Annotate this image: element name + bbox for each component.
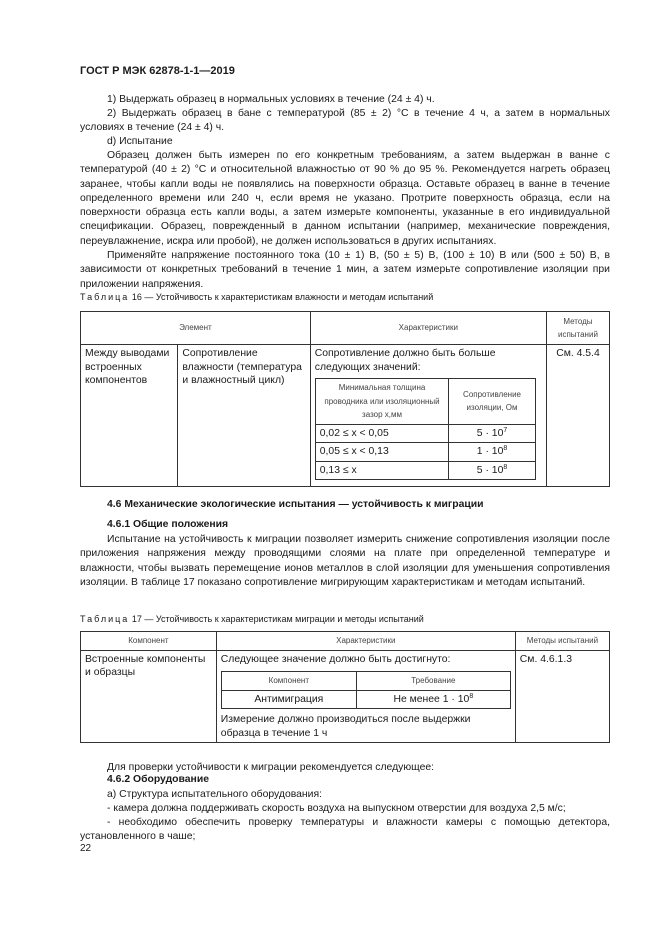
paragraph: Для проверки устойчивости к миграции рекомендуется следующее: bbox=[107, 762, 435, 773]
paragraph: 2) Выдержать образец в бане с температурой (85 ± 2) °С в течение 4 ч, а затем в нормальных условиях в течение (24 ± 4) ч. bbox=[80, 108, 610, 134]
page-number: 22 bbox=[80, 843, 92, 854]
paragraph: d) Испытание bbox=[107, 136, 173, 147]
table-caption: Таблица 16 — Устойчивость к характеристикам влажности и методам испытаний bbox=[80, 292, 434, 302]
section-heading: 4.6.2 Оборудование bbox=[107, 774, 209, 785]
doc-header: ГОСТ Р МЭК 62878-1-1—2019 bbox=[80, 65, 235, 77]
section-heading: 4.6 Механические экологические испытания — устойчивость к миграции bbox=[107, 499, 484, 510]
table-17: Компонент Характеристики Методы испытаний Встроенные компоненты и образцы Следующее значение должно быть достигнуто: Компонент Требование Антимиграция Не менее $1 \cdot 10^8$ Измерение должно производиться после выдержки образца в течение 1 ч См. 4.6.1.3 bbox=[80, 631, 610, 743]
inner-table-17: Компонент Требование Антимиграция Не менее $1 \cdot 10^8$ bbox=[221, 671, 511, 709]
paragraph: Образец должен быть измерен по его конкретным требованиям, а затем выдержан в ванне с температурой (40 ± 2) °С и относительной влажностью от 90 % до 95 %. Рекомендуется нагреть образец заранее, чтобы капли воды не появлялись на поверхности образца. Оставьте образец в ванне в течение определенного времени или 240 ч, если время не указано. Протрите поверхность образца, если на поверхности образца есть капли воды, а затем измерьте компоненты, указанные в его индивидуальной спецификации. Образец, поврежденный в данном испытании (например, механические повреждения, переувлажнение, искра или пробой), не должен использоваться в других испытаниях. bbox=[80, 150, 610, 247]
table-16: Элемент Характеристики Методы испытаний Между выводами встроенных компонентов Сопротивление влажности (температура и влажностный цикл) Сопротивление должно быть больше следующих значений: Минимальная толщина проводника или изоляционный зазор x,мм Сопротивление изоляции, Ом 0,02 ≤ x < 0,05 $5 \cdot 10^7$ 0,05 ≤ x < 0,13 $1 \cdot 10^8$ 0,13 ≤ x $5 \cdot 10^8$ См. 4.5.4 bbox=[80, 311, 610, 487]
paragraph: Испытание на устойчивость к миграции позволяет измерить снижение сопротивления изоляции после приложения напряжения между проводящими слоями на плате при определенной температуре и влажности, чтобы вызвать перемещение ионов металлов в слой изоляции для уменьшения сопротивления изоляции. В таблице 17 показано сопротивление мигрирующим характеристикам и методам испытаний. bbox=[80, 534, 610, 588]
paragraph: 1) Выдержать образец в нормальных условиях в течение (24 ± 4) ч. bbox=[107, 94, 435, 105]
paragraph: Применяйте напряжение постоянного тока (10 ± 1) В, (50 ± 5) В, (100 ± 10) В или (500 ± 50) В, в зависимости от конкретных требований в течение 1 мин, а затем измерьте сопротивление изоляции при приложении напряжения. bbox=[80, 250, 610, 290]
paragraph: - необходимо обеспечить проверку температуры и влажности камеры с помощью детектора, установленного в чаше; bbox=[80, 817, 610, 843]
paragraph: а) Структура испытательного оборудования: bbox=[107, 789, 322, 800]
table-caption: Таблица 17 — Устойчивость к характеристикам миграции и методы испытаний bbox=[80, 614, 424, 624]
section-heading: 4.6.1 Общие положения bbox=[107, 519, 229, 530]
paragraph: - камера должна поддерживать скорость воздуха на выпускном отверстии для воздуха 2,5 м/с; bbox=[107, 803, 566, 814]
inner-table-16: Минимальная толщина проводника или изоляционный зазор x,мм Сопротивление изоляции, Ом 0,02 ≤ x < 0,05 $5 \cdot 10^7$ 0,05 ≤ x < 0,13 $1 \cdot 10^8$ 0,13 ≤ x $5 \cdot 10^8$ bbox=[315, 378, 536, 480]
